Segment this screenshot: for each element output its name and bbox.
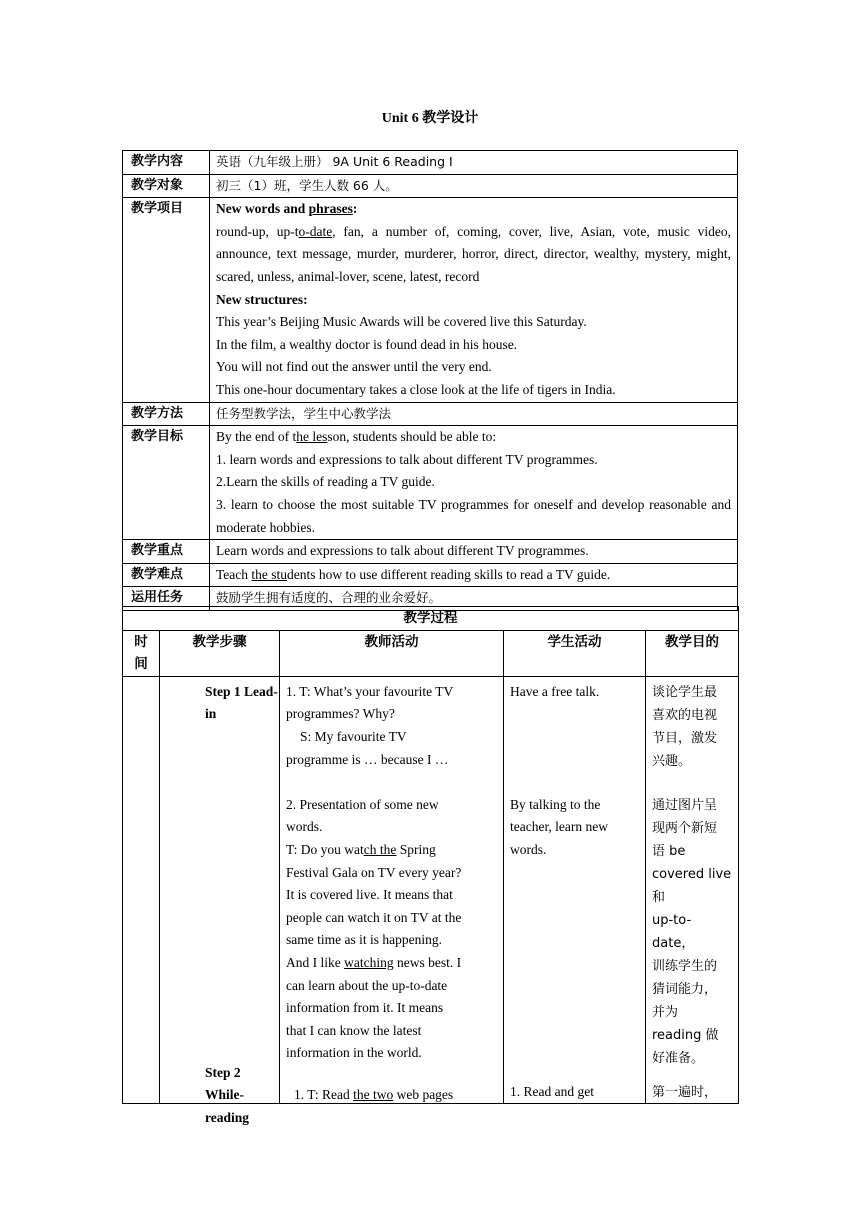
header-step: 教学步骤 xyxy=(160,630,280,676)
goal-1: 1. learn words and expressions to talk about different TV programmes. xyxy=(216,451,598,467)
step-cell xyxy=(160,676,280,1125)
student-activity-cell xyxy=(504,676,646,1103)
value-difficult: Teach the students how to use different reading skills to read a TV guide. xyxy=(210,563,738,587)
teacher-activity-1: 1. T: What’s your favourite TV programmes? Why? S: My favourite TV programme is … because I … xyxy=(286,683,454,767)
document-title: Unit 6 教学设计 xyxy=(381,111,479,126)
student-activity-3: 1. Read and get xyxy=(510,1083,594,1099)
label-key: 教学重点 xyxy=(123,540,210,564)
label-task: 运用任务 xyxy=(123,587,210,611)
structure-4: This one-hour documentary takes a close look at the life of tigers in India. xyxy=(216,381,616,397)
new-structures-heading: New structures: xyxy=(216,291,308,307)
student-activity-2: By talking to the teacher, learn new words. xyxy=(510,796,609,857)
lesson-info-table xyxy=(122,150,738,611)
structure-2: In the film, a wealthy doctor is found dead in his house. xyxy=(216,336,518,352)
structure-3: You will not find out the answer until the very end. xyxy=(216,359,492,375)
teaching-process-table xyxy=(122,606,739,1125)
purpose-3: 第一遍时， xyxy=(652,1084,718,1100)
value-items xyxy=(210,198,738,402)
goals-intro: By the end of the lesson, students should be able to: xyxy=(216,429,497,445)
process-title: 教学过程 xyxy=(123,607,739,631)
new-words-list: round-up, up-to-date, fan, a number of, coming, cover, live, Asian, vote, music video, announce, text message, murder, murderer, horror, direct, director, wealthy, mystery, might, scared, unless, animal-lover, scene, latest, record xyxy=(216,223,731,284)
teacher-activity-2: 2. Presentation of some new words. T: Do you watch the Spring Festival Gala on TV every year? It is covered live. It means that people can watch it on TV at the same time as it is happening. And I like watching news best. I can learn about the up-to-date information from it. It means that I can know the latest information in the world. xyxy=(286,796,462,1061)
label-items: 教学项目 xyxy=(123,198,210,402)
new-words-heading: New words and phrases: xyxy=(216,201,358,217)
label-target: 教学对象 xyxy=(123,174,210,198)
header-student: 学生活动 xyxy=(504,630,646,676)
teacher-activity-3: 1. T: Read the two web pages xyxy=(294,1086,454,1102)
purpose-cell xyxy=(646,676,739,1103)
label-goals: 教学目标 xyxy=(123,426,210,540)
header-time: 时 间 xyxy=(123,630,160,676)
goal-2: 2.Learn the skills of reading a TV guide. xyxy=(216,474,435,490)
value-key: Learn words and expressions to talk about different TV programmes. xyxy=(210,540,738,564)
step-1: Step 1 Lead-in xyxy=(205,683,278,722)
value-task: 鼓励学生拥有适度的、合理的业余爱好。 xyxy=(210,587,738,611)
label-difficult: 教学难点 xyxy=(123,563,210,587)
value-content: 英语（九年级上册） 9A Unit 6 Reading I xyxy=(210,151,738,175)
purpose-1: 谈论学生最 喜欢的电视 节目，激发 兴趣。 xyxy=(652,684,718,769)
header-teacher: 教师活动 xyxy=(280,630,504,676)
value-target: 初三（1）班，学生人数 66 人。 xyxy=(210,174,738,198)
structure-1: This year’s Beijing Music Awards will be covered live this Saturday. xyxy=(216,314,587,330)
purpose-2: 通过图片呈 现两个新短 语 be covered live 和 up-to-date， 训练学生的 猜词能力， 并为 reading 做 好准备。 xyxy=(652,797,732,1066)
student-activity-1: Have a free talk. xyxy=(510,683,600,699)
teacher-activity-cell xyxy=(280,676,504,1103)
value-goals xyxy=(210,426,738,540)
step-2: Step 2 While-reading xyxy=(205,1064,250,1125)
value-method: 任务型教学法，学生中心教学法 xyxy=(210,402,738,426)
header-purpose: 教学目的 xyxy=(646,630,739,676)
time-cell xyxy=(123,676,160,1103)
label-method: 教学方法 xyxy=(123,402,210,426)
label-content: 教学内容 xyxy=(123,151,210,175)
goal-3: 3. learn to choose the most suitable TV programmes for oneself and develop reasonable and moderate hobbies. xyxy=(216,496,731,535)
